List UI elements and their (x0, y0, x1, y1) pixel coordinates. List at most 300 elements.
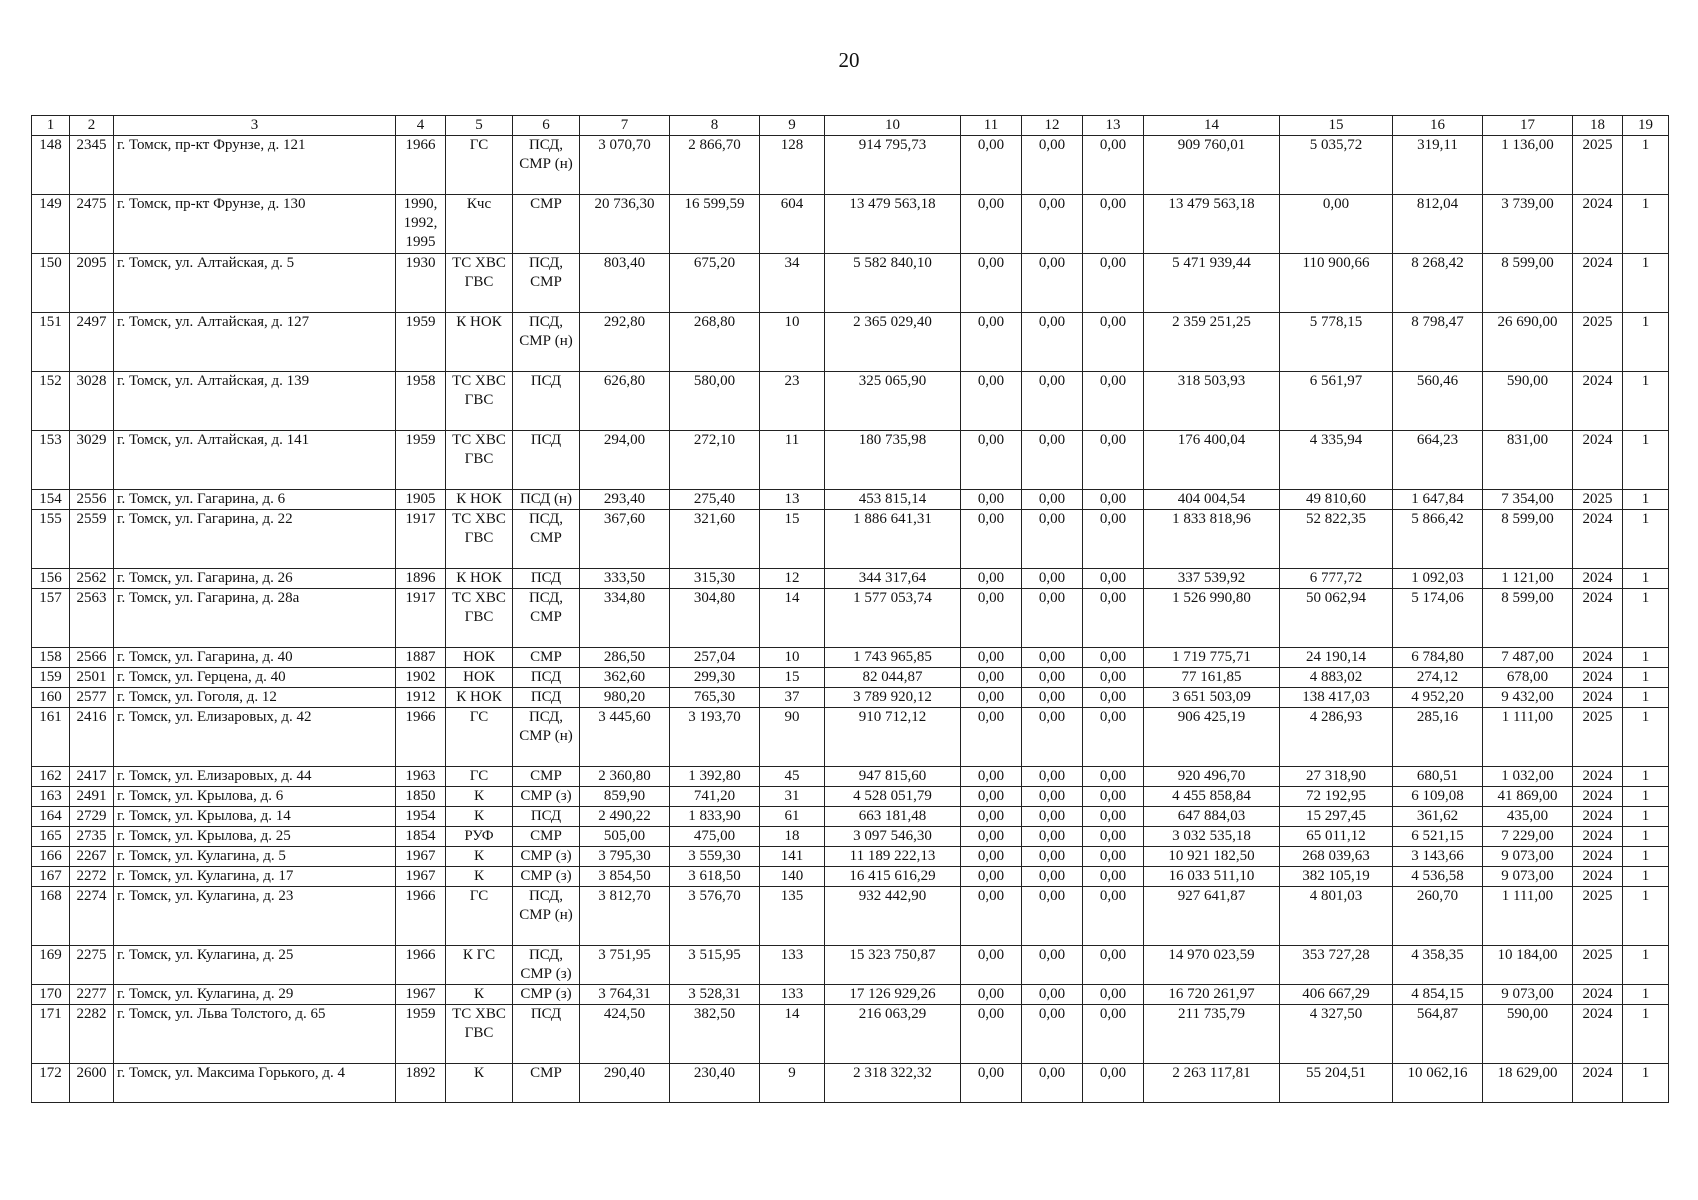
cell-col-10: 453 815,14 (825, 490, 961, 510)
cell-col-14: 211 735,79 (1144, 1005, 1280, 1064)
cell-col-19: 1 (1623, 767, 1669, 787)
cell-col-10: 4 528 051,79 (825, 787, 961, 807)
cell-col-3: г. Томск, ул. Гагарина, д. 6 (114, 490, 396, 510)
cell-col-12: 0,00 (1022, 807, 1083, 827)
column-header-1: 1 (32, 116, 70, 136)
cell-col-7: 424,50 (580, 1005, 670, 1064)
cell-col-9: 15 (760, 510, 825, 569)
cell-col-5: ГС (446, 708, 513, 767)
cell-col-16: 5 866,42 (1393, 510, 1483, 569)
cell-col-10: 1 743 965,85 (825, 648, 961, 668)
table-row (32, 847, 1669, 867)
cell-col-10: 344 317,64 (825, 569, 961, 589)
column-header-18: 18 (1573, 116, 1623, 136)
cell-col-8: 268,80 (670, 313, 760, 372)
cell-col-6: ПСД, СМР (513, 589, 580, 648)
cell-col-2: 2275 (70, 946, 114, 985)
cell-col-3: г. Томск, ул. Крылова, д. 6 (114, 787, 396, 807)
cell-col-11: 0,00 (961, 827, 1022, 847)
cell-col-7: 362,60 (580, 668, 670, 688)
cell-col-15: 50 062,94 (1280, 589, 1393, 648)
cell-col-5: К НОК (446, 688, 513, 708)
cell-col-16: 1 647,84 (1393, 490, 1483, 510)
cell-col-1: 152 (32, 372, 70, 431)
cell-col-16: 560,46 (1393, 372, 1483, 431)
cell-col-1: 168 (32, 887, 70, 946)
cell-col-9: 90 (760, 708, 825, 767)
cell-col-8: 1 833,90 (670, 807, 760, 827)
cell-col-15: 49 810,60 (1280, 490, 1393, 510)
cell-col-13: 0,00 (1083, 254, 1144, 313)
cell-col-17: 1 111,00 (1483, 887, 1573, 946)
table-row (32, 688, 1669, 708)
cell-col-3: г. Томск, ул. Кулагина, д. 29 (114, 985, 396, 1005)
cell-col-11: 0,00 (961, 787, 1022, 807)
cell-col-4: 1850 (396, 787, 446, 807)
cell-col-17: 10 184,00 (1483, 946, 1573, 985)
cell-col-2: 2277 (70, 985, 114, 1005)
cell-col-16: 260,70 (1393, 887, 1483, 946)
cell-col-3: г. Томск, ул. Кулагина, д. 17 (114, 867, 396, 887)
cell-col-8: 315,30 (670, 569, 760, 589)
cell-col-11: 0,00 (961, 490, 1022, 510)
cell-col-3: г. Томск, пр-кт Фрунзе, д. 121 (114, 136, 396, 195)
cell-col-11: 0,00 (961, 708, 1022, 767)
cell-col-14: 16 033 511,10 (1144, 867, 1280, 887)
table-row (32, 589, 1669, 648)
cell-col-6: ПСД (513, 688, 580, 708)
cell-col-1: 172 (32, 1064, 70, 1103)
cell-col-14: 337 539,92 (1144, 569, 1280, 589)
cell-col-6: СМР (513, 1064, 580, 1103)
cell-col-10: 3 789 920,12 (825, 688, 961, 708)
cell-col-1: 154 (32, 490, 70, 510)
cell-col-3: г. Томск, ул. Алтайская, д. 139 (114, 372, 396, 431)
cell-col-2: 3029 (70, 431, 114, 490)
cell-col-15: 353 727,28 (1280, 946, 1393, 985)
cell-col-4: 1967 (396, 985, 446, 1005)
cell-col-11: 0,00 (961, 688, 1022, 708)
cell-col-4: 1963 (396, 767, 446, 787)
column-header-4: 4 (396, 116, 446, 136)
cell-col-15: 65 011,12 (1280, 827, 1393, 847)
cell-col-19: 1 (1623, 313, 1669, 372)
cell-col-18: 2025 (1573, 946, 1623, 985)
column-header-15: 15 (1280, 116, 1393, 136)
cell-col-18: 2025 (1573, 136, 1623, 195)
cell-col-9: 18 (760, 827, 825, 847)
cell-col-11: 0,00 (961, 767, 1022, 787)
cell-col-18: 2024 (1573, 767, 1623, 787)
cell-col-2: 3028 (70, 372, 114, 431)
table-row (32, 787, 1669, 807)
cell-col-18: 2024 (1573, 827, 1623, 847)
cell-col-4: 1990, 1992, 1995 (396, 195, 446, 254)
cell-col-10: 180 735,98 (825, 431, 961, 490)
cell-col-16: 6 109,08 (1393, 787, 1483, 807)
cell-col-5: НОК (446, 668, 513, 688)
cell-col-6: СМР (513, 648, 580, 668)
cell-col-2: 2729 (70, 807, 114, 827)
column-header-11: 11 (961, 116, 1022, 136)
cell-col-18: 2025 (1573, 313, 1623, 372)
cell-col-4: 1912 (396, 688, 446, 708)
column-header-13: 13 (1083, 116, 1144, 136)
cell-col-4: 1887 (396, 648, 446, 668)
cell-col-17: 41 869,00 (1483, 787, 1573, 807)
cell-col-5: ТС ХВС ГВС (446, 431, 513, 490)
cell-col-7: 290,40 (580, 1064, 670, 1103)
cell-col-9: 13 (760, 490, 825, 510)
cell-col-5: К НОК (446, 569, 513, 589)
cell-col-16: 812,04 (1393, 195, 1483, 254)
cell-col-11: 0,00 (961, 313, 1022, 372)
cell-col-15: 5 778,15 (1280, 313, 1393, 372)
cell-col-17: 1 121,00 (1483, 569, 1573, 589)
cell-col-10: 3 097 546,30 (825, 827, 961, 847)
cell-col-12: 0,00 (1022, 985, 1083, 1005)
cell-col-17: 8 599,00 (1483, 510, 1573, 569)
cell-col-19: 1 (1623, 787, 1669, 807)
column-header-19: 19 (1623, 116, 1669, 136)
cell-col-10: 910 712,12 (825, 708, 961, 767)
cell-col-3: г. Томск, ул. Гагарина, д. 40 (114, 648, 396, 668)
cell-col-10: 216 063,29 (825, 1005, 961, 1064)
cell-col-17: 678,00 (1483, 668, 1573, 688)
cell-col-9: 135 (760, 887, 825, 946)
cell-col-14: 318 503,93 (1144, 372, 1280, 431)
cell-col-7: 333,50 (580, 569, 670, 589)
cell-col-15: 5 035,72 (1280, 136, 1393, 195)
cell-col-16: 319,11 (1393, 136, 1483, 195)
cell-col-10: 15 323 750,87 (825, 946, 961, 985)
cell-col-3: г. Томск, ул. Алтайская, д. 127 (114, 313, 396, 372)
cell-col-8: 3 193,70 (670, 708, 760, 767)
cell-col-19: 1 (1623, 708, 1669, 767)
cell-col-13: 0,00 (1083, 867, 1144, 887)
cell-col-5: НОК (446, 648, 513, 668)
housing-register-table (31, 115, 1669, 1103)
cell-col-15: 72 192,95 (1280, 787, 1393, 807)
cell-col-4: 1917 (396, 589, 446, 648)
cell-col-16: 10 062,16 (1393, 1064, 1483, 1103)
cell-col-3: г. Томск, ул. Крылова, д. 14 (114, 807, 396, 827)
cell-col-18: 2024 (1573, 372, 1623, 431)
cell-col-7: 293,40 (580, 490, 670, 510)
cell-col-6: ПСД, СМР (н) (513, 136, 580, 195)
cell-col-14: 13 479 563,18 (1144, 195, 1280, 254)
cell-col-1: 162 (32, 767, 70, 787)
cell-col-15: 406 667,29 (1280, 985, 1393, 1005)
cell-col-15: 24 190,14 (1280, 648, 1393, 668)
cell-col-1: 156 (32, 569, 70, 589)
cell-col-14: 77 161,85 (1144, 668, 1280, 688)
cell-col-15: 4 801,03 (1280, 887, 1393, 946)
column-header-7: 7 (580, 116, 670, 136)
cell-col-10: 914 795,73 (825, 136, 961, 195)
cell-col-10: 932 442,90 (825, 887, 961, 946)
cell-col-17: 9 073,00 (1483, 867, 1573, 887)
cell-col-14: 10 921 182,50 (1144, 847, 1280, 867)
cell-col-8: 580,00 (670, 372, 760, 431)
cell-col-7: 20 736,30 (580, 195, 670, 254)
cell-col-3: г. Томск, ул. Льва Толстого, д. 65 (114, 1005, 396, 1064)
cell-col-14: 5 471 939,44 (1144, 254, 1280, 313)
cell-col-9: 12 (760, 569, 825, 589)
table-row (32, 668, 1669, 688)
cell-col-1: 171 (32, 1005, 70, 1064)
cell-col-14: 1 833 818,96 (1144, 510, 1280, 569)
cell-col-16: 1 092,03 (1393, 569, 1483, 589)
cell-col-17: 7 229,00 (1483, 827, 1573, 847)
cell-col-8: 230,40 (670, 1064, 760, 1103)
cell-col-4: 1954 (396, 807, 446, 827)
cell-col-17: 26 690,00 (1483, 313, 1573, 372)
cell-col-8: 275,40 (670, 490, 760, 510)
cell-col-9: 140 (760, 867, 825, 887)
cell-col-2: 2267 (70, 847, 114, 867)
cell-col-11: 0,00 (961, 254, 1022, 313)
cell-col-9: 61 (760, 807, 825, 827)
cell-col-2: 2345 (70, 136, 114, 195)
cell-col-14: 3 651 503,09 (1144, 688, 1280, 708)
cell-col-11: 0,00 (961, 648, 1022, 668)
cell-col-15: 55 204,51 (1280, 1064, 1393, 1103)
cell-col-19: 1 (1623, 372, 1669, 431)
cell-col-13: 0,00 (1083, 490, 1144, 510)
cell-col-7: 803,40 (580, 254, 670, 313)
cell-col-2: 2501 (70, 668, 114, 688)
cell-col-16: 4 952,20 (1393, 688, 1483, 708)
cell-col-12: 0,00 (1022, 946, 1083, 985)
cell-col-1: 169 (32, 946, 70, 985)
cell-col-18: 2024 (1573, 985, 1623, 1005)
cell-col-12: 0,00 (1022, 431, 1083, 490)
cell-col-9: 133 (760, 985, 825, 1005)
cell-col-9: 37 (760, 688, 825, 708)
cell-col-18: 2024 (1573, 648, 1623, 668)
cell-col-11: 0,00 (961, 431, 1022, 490)
cell-col-2: 2417 (70, 767, 114, 787)
cell-col-6: ПСД, СМР (н) (513, 708, 580, 767)
cell-col-13: 0,00 (1083, 847, 1144, 867)
cell-col-16: 680,51 (1393, 767, 1483, 787)
cell-col-6: ПСД, СМР (н) (513, 887, 580, 946)
cell-col-16: 274,12 (1393, 668, 1483, 688)
cell-col-9: 11 (760, 431, 825, 490)
cell-col-17: 831,00 (1483, 431, 1573, 490)
cell-col-4: 1902 (396, 668, 446, 688)
cell-col-13: 0,00 (1083, 708, 1144, 767)
cell-col-9: 45 (760, 767, 825, 787)
cell-col-7: 3 854,50 (580, 867, 670, 887)
cell-col-8: 675,20 (670, 254, 760, 313)
cell-col-7: 286,50 (580, 648, 670, 668)
cell-col-1: 160 (32, 688, 70, 708)
cell-col-2: 2563 (70, 589, 114, 648)
cell-col-14: 1 719 775,71 (1144, 648, 1280, 668)
cell-col-6: СМР (513, 767, 580, 787)
cell-col-1: 159 (32, 668, 70, 688)
cell-col-16: 6 784,80 (1393, 648, 1483, 668)
cell-col-4: 1966 (396, 887, 446, 946)
cell-col-19: 1 (1623, 569, 1669, 589)
cell-col-17: 18 629,00 (1483, 1064, 1573, 1103)
cell-col-14: 906 425,19 (1144, 708, 1280, 767)
cell-col-18: 2024 (1573, 254, 1623, 313)
cell-col-1: 167 (32, 867, 70, 887)
cell-col-17: 9 432,00 (1483, 688, 1573, 708)
cell-col-5: К (446, 985, 513, 1005)
cell-col-7: 980,20 (580, 688, 670, 708)
cell-col-6: СМР (513, 195, 580, 254)
cell-col-19: 1 (1623, 688, 1669, 708)
cell-col-3: г. Томск, ул. Гагарина, д. 26 (114, 569, 396, 589)
cell-col-19: 1 (1623, 847, 1669, 867)
cell-col-9: 10 (760, 313, 825, 372)
cell-col-17: 8 599,00 (1483, 589, 1573, 648)
cell-col-19: 1 (1623, 195, 1669, 254)
cell-col-15: 382 105,19 (1280, 867, 1393, 887)
cell-col-15: 0,00 (1280, 195, 1393, 254)
cell-col-13: 0,00 (1083, 569, 1144, 589)
cell-col-10: 2 318 322,32 (825, 1064, 961, 1103)
cell-col-9: 133 (760, 946, 825, 985)
cell-col-2: 2600 (70, 1064, 114, 1103)
column-header-6: 6 (513, 116, 580, 136)
cell-col-5: К НОК (446, 313, 513, 372)
table-row (32, 708, 1669, 767)
cell-col-6: ПСД, СМР (н) (513, 313, 580, 372)
cell-col-7: 3 070,70 (580, 136, 670, 195)
cell-col-10: 13 479 563,18 (825, 195, 961, 254)
cell-col-11: 0,00 (961, 372, 1022, 431)
cell-col-13: 0,00 (1083, 313, 1144, 372)
cell-col-19: 1 (1623, 985, 1669, 1005)
cell-col-15: 27 318,90 (1280, 767, 1393, 787)
cell-col-9: 14 (760, 1005, 825, 1064)
cell-col-14: 927 641,87 (1144, 887, 1280, 946)
table-row (32, 887, 1669, 946)
cell-col-11: 0,00 (961, 136, 1022, 195)
cell-col-12: 0,00 (1022, 372, 1083, 431)
cell-col-19: 1 (1623, 946, 1669, 985)
cell-col-4: 1854 (396, 827, 446, 847)
cell-col-6: СМР (з) (513, 847, 580, 867)
cell-col-14: 920 496,70 (1144, 767, 1280, 787)
cell-col-19: 1 (1623, 807, 1669, 827)
cell-col-4: 1959 (396, 313, 446, 372)
cell-col-17: 1 111,00 (1483, 708, 1573, 767)
cell-col-7: 2 490,22 (580, 807, 670, 827)
cell-col-11: 0,00 (961, 589, 1022, 648)
cell-col-11: 0,00 (961, 1064, 1022, 1103)
cell-col-5: РУФ (446, 827, 513, 847)
cell-col-16: 3 143,66 (1393, 847, 1483, 867)
cell-col-17: 590,00 (1483, 1005, 1573, 1064)
cell-col-6: ПСД (513, 431, 580, 490)
cell-col-7: 505,00 (580, 827, 670, 847)
cell-col-12: 0,00 (1022, 847, 1083, 867)
cell-col-13: 0,00 (1083, 827, 1144, 847)
cell-col-13: 0,00 (1083, 767, 1144, 787)
cell-col-7: 3 795,30 (580, 847, 670, 867)
table-row (32, 313, 1669, 372)
cell-col-19: 1 (1623, 431, 1669, 490)
cell-col-17: 590,00 (1483, 372, 1573, 431)
cell-col-18: 2024 (1573, 847, 1623, 867)
cell-col-18: 2024 (1573, 1064, 1623, 1103)
cell-col-12: 0,00 (1022, 648, 1083, 668)
cell-col-12: 0,00 (1022, 490, 1083, 510)
cell-col-12: 0,00 (1022, 887, 1083, 946)
cell-col-5: К (446, 847, 513, 867)
cell-col-15: 15 297,45 (1280, 807, 1393, 827)
cell-col-15: 6 777,72 (1280, 569, 1393, 589)
cell-col-12: 0,00 (1022, 195, 1083, 254)
cell-col-5: ГС (446, 767, 513, 787)
table-row (32, 867, 1669, 887)
cell-col-18: 2024 (1573, 569, 1623, 589)
cell-col-8: 257,04 (670, 648, 760, 668)
cell-col-17: 7 354,00 (1483, 490, 1573, 510)
cell-col-13: 0,00 (1083, 1064, 1144, 1103)
table-row (32, 946, 1669, 985)
cell-col-7: 334,80 (580, 589, 670, 648)
column-header-16: 16 (1393, 116, 1483, 136)
cell-col-13: 0,00 (1083, 668, 1144, 688)
cell-col-17: 3 739,00 (1483, 195, 1573, 254)
cell-col-18: 2024 (1573, 807, 1623, 827)
cell-col-5: К (446, 1064, 513, 1103)
cell-col-11: 0,00 (961, 510, 1022, 569)
column-header-10: 10 (825, 116, 961, 136)
cell-col-12: 0,00 (1022, 688, 1083, 708)
cell-col-5: ТС ХВС ГВС (446, 254, 513, 313)
cell-col-6: ПСД (513, 668, 580, 688)
cell-col-6: ПСД, СМР (513, 254, 580, 313)
cell-col-2: 2491 (70, 787, 114, 807)
cell-col-15: 52 822,35 (1280, 510, 1393, 569)
cell-col-15: 110 900,66 (1280, 254, 1393, 313)
cell-col-8: 765,30 (670, 688, 760, 708)
cell-col-3: г. Томск, ул. Елизаровых, д. 44 (114, 767, 396, 787)
cell-col-4: 1930 (396, 254, 446, 313)
cell-col-19: 1 (1623, 136, 1669, 195)
cell-col-7: 2 360,80 (580, 767, 670, 787)
table-body (32, 136, 1669, 1103)
cell-col-16: 5 174,06 (1393, 589, 1483, 648)
cell-col-7: 859,90 (580, 787, 670, 807)
cell-col-5: ГС (446, 887, 513, 946)
cell-col-19: 1 (1623, 589, 1669, 648)
table-row (32, 767, 1669, 787)
cell-col-12: 0,00 (1022, 708, 1083, 767)
cell-col-4: 1905 (396, 490, 446, 510)
cell-col-4: 1966 (396, 946, 446, 985)
cell-col-7: 292,80 (580, 313, 670, 372)
table-row (32, 827, 1669, 847)
cell-col-11: 0,00 (961, 668, 1022, 688)
cell-col-14: 2 359 251,25 (1144, 313, 1280, 372)
cell-col-19: 1 (1623, 490, 1669, 510)
cell-col-11: 0,00 (961, 195, 1022, 254)
cell-col-1: 170 (32, 985, 70, 1005)
cell-col-19: 1 (1623, 510, 1669, 569)
cell-col-9: 15 (760, 668, 825, 688)
cell-col-1: 157 (32, 589, 70, 648)
cell-col-18: 2024 (1573, 668, 1623, 688)
